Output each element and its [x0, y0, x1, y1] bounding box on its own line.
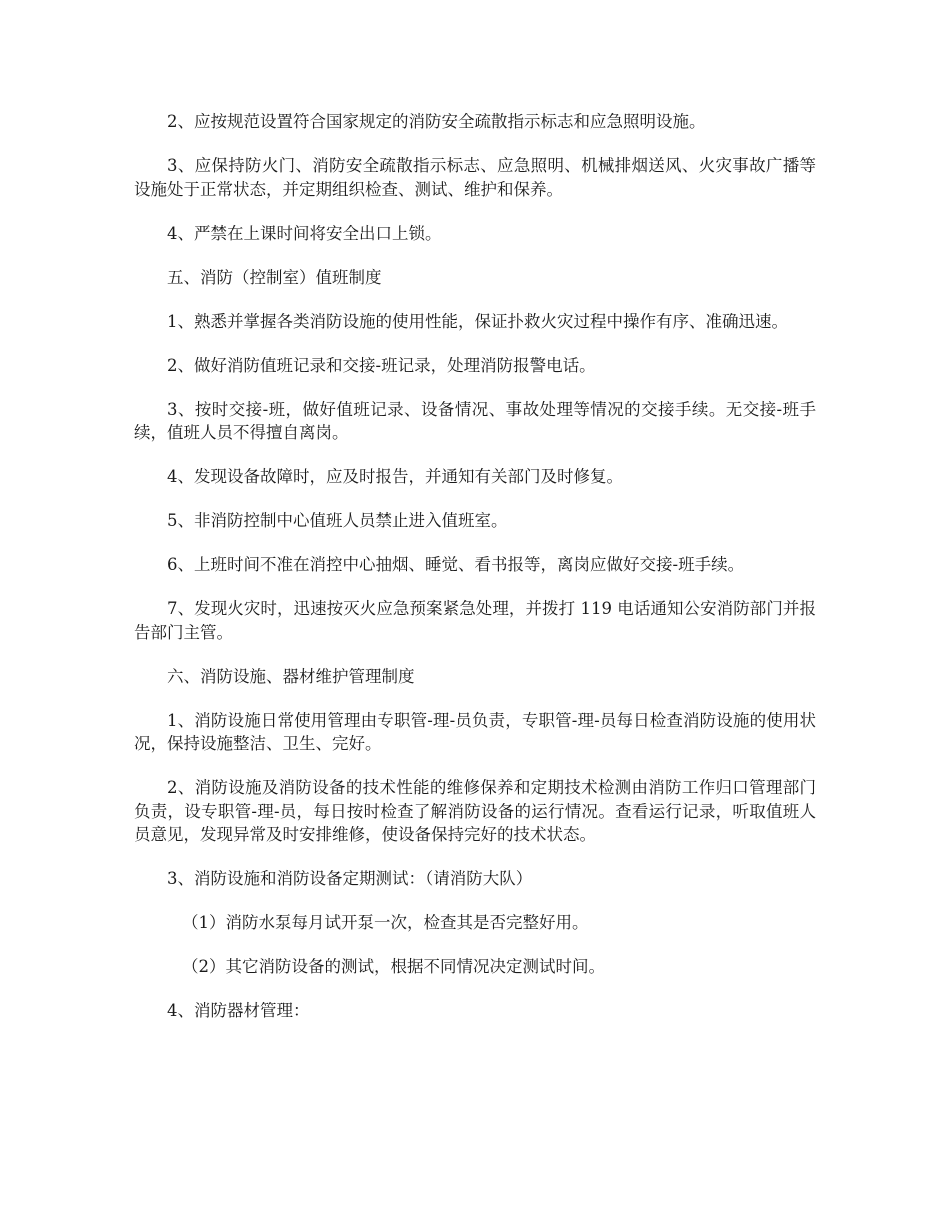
paragraph-duty-6: 6、上班时间不准在消控中心抽烟、睡觉、看书报等，离岗应做好交接-班手续。: [167, 555, 745, 574]
paragraph-duty-3: 3、按时交接-班，做好值班记录、设备情况、事故处理等情况的交接手续。无交接-班手续，值班人员不得擅自离岗。: [134, 399, 816, 442]
paragraph-item-2-signage: 2、应按规范设置符合国家规定的消防安全疏散指示标志和应急照明设施。: [167, 112, 706, 131]
paragraph-maintenance-1: 1、消防设施日常使用管理由专职管-理-员负责，专职管-理-员每日检查消防设施的使用状况，保持设施整洁、卫生、完好。: [134, 710, 816, 753]
paragraph-duty-1: 1、熟悉并掌握各类消防设施的使用性能，保证扑救火灾过程中操作有序、准确迅速。: [167, 311, 788, 331]
paragraph-maintenance-2: 2、消防设施及消防设备的技术性能的维修保养和定期技术检测由消防工作归口管理部门负责，设专职管-理-员，每日按时检查了解消防设备的运行情况。查看运行记录，听取值班人员意见，发现异常及时安排维修，使设备保持完好的技术状态。: [134, 778, 816, 844]
paragraph-duty-7: 7、发现火灾时，迅速按灭火应急预案紧急处理，并拨打 119 电话通知公安消防部门并报告部门主管。: [134, 599, 816, 642]
section-heading-maintenance-system: 六、消防设施、器材维护管理制度: [167, 666, 415, 686]
paragraph-test-item-2: （2）其它消防设备的测试，根据不同情况决定测试时间。: [182, 957, 605, 976]
paragraph-duty-5: 5、非消防控制中心值班人员禁止进入值班室。: [167, 511, 508, 530]
paragraph-duty-2: 2、做好消防值班记录和交接-班记录，处理消防报警电话。: [167, 355, 596, 375]
document-page: [134, 110, 816, 1043]
paragraph-item-3-maintenance: 3、应保持防火门、消防安全疏散指示标志、应急照明、机械排烟送风、火灾事故广播等设施处于正常状态，并定期组织检查、测试、维护和保养。: [134, 156, 816, 199]
paragraph-item-4-exits: 4、严禁在上课时间将安全出口上锁。: [167, 223, 442, 243]
paragraph-maintenance-4: 4、消防器材管理：: [167, 1001, 310, 1020]
paragraph-duty-4: 4、发现设备故障时，应及时报告，并通知有关部门及时修复。: [167, 467, 623, 486]
section-heading-duty-system: 五、消防（控制室）值班制度: [167, 267, 382, 287]
paragraph-test-item-1: （1）消防水泵每月试开泵一次，检查其是否完整好用。: [182, 913, 589, 932]
paragraph-maintenance-3: 3、消防设施和消防设备定期测试：（请消防大队）: [167, 869, 533, 888]
